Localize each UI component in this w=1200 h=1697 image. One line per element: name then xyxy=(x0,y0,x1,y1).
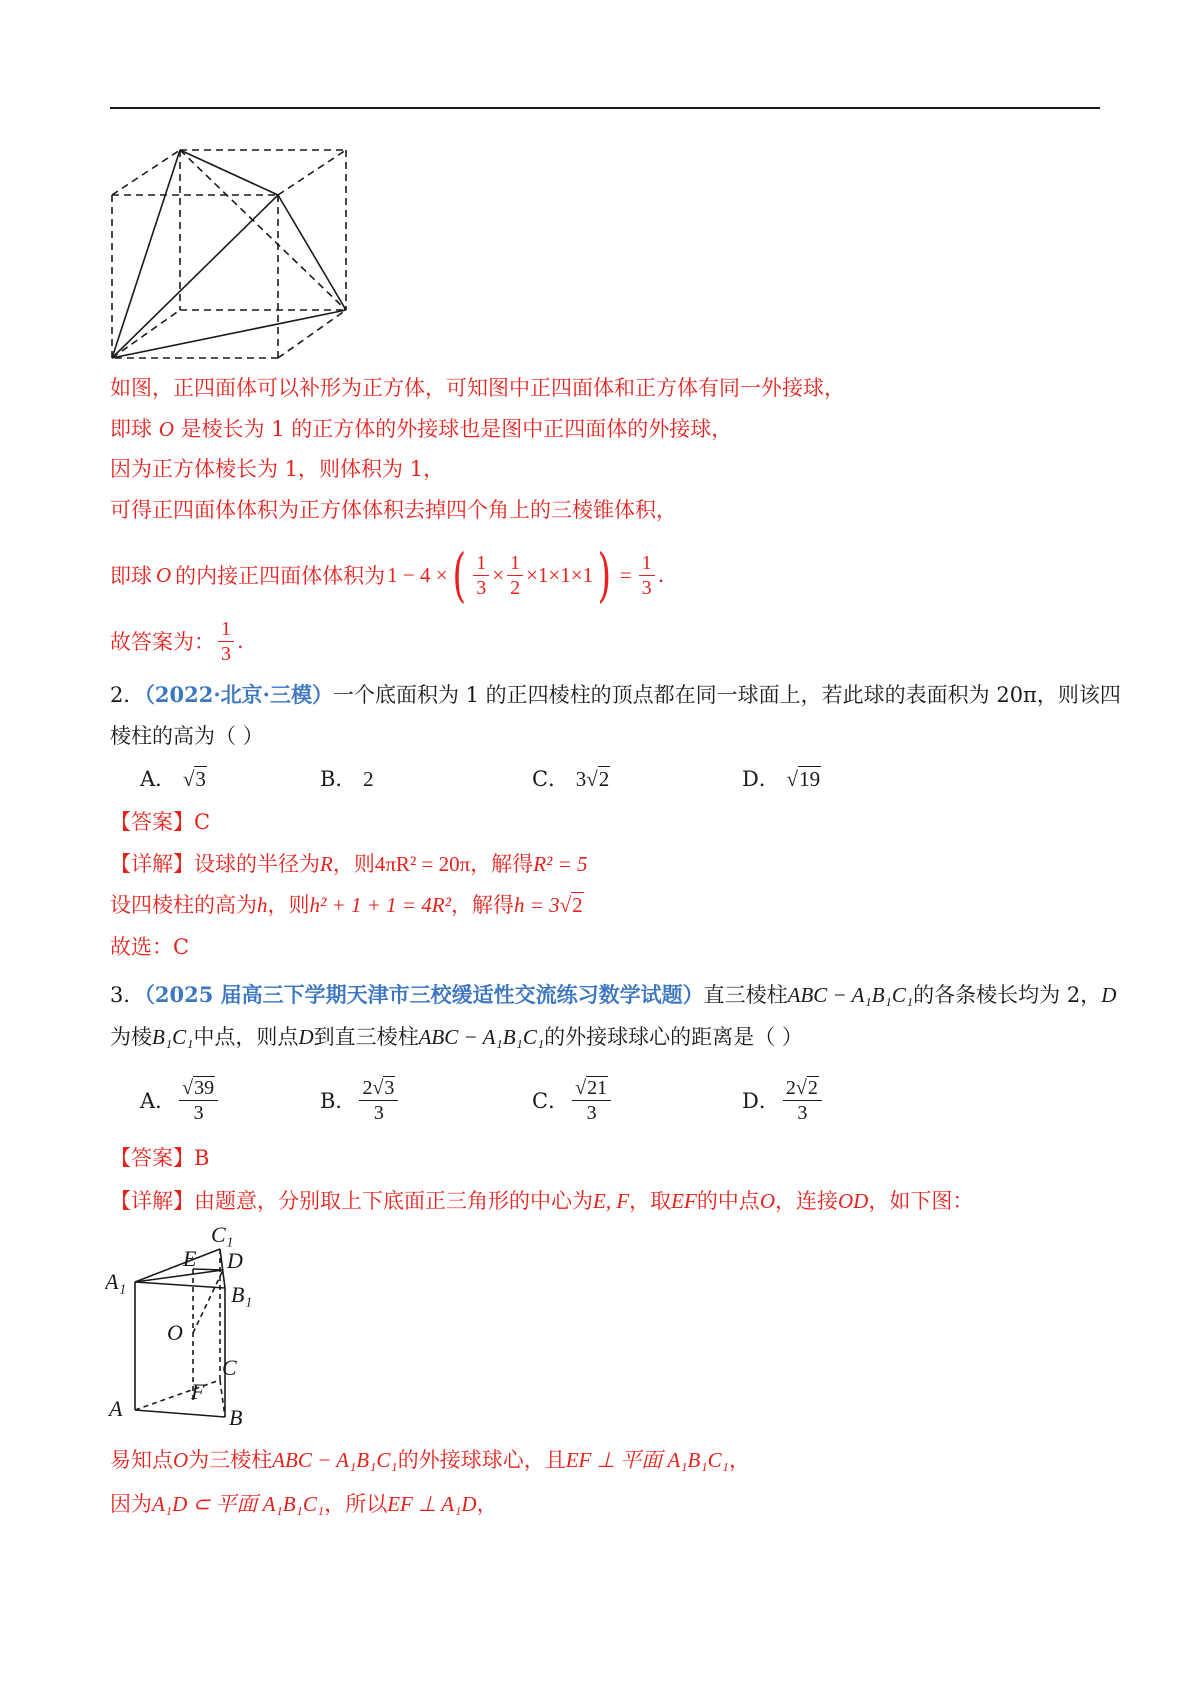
frac-third xyxy=(473,551,489,600)
sol1-expr-mid: × xyxy=(492,562,505,587)
right-paren: ) xyxy=(597,541,612,609)
left-paren: ( xyxy=(452,541,466,609)
sol1-line4: 可得正四面体体积为正方体体积去掉四个角上的三棱锥体积， xyxy=(110,498,677,522)
sol1-expr-eq: = xyxy=(619,562,632,587)
q3-stem1-b: 的各条棱长均为 2， xyxy=(913,983,1102,1007)
q3-option-b-coef: 2 xyxy=(362,1076,373,1099)
sol1-answer-den: 3 xyxy=(221,642,231,665)
q3-option-a-label: A． xyxy=(140,1089,177,1113)
q2-option-c-value: 3√2 xyxy=(575,767,610,791)
q3-stem2-a: 为棱 xyxy=(110,1025,152,1049)
q2-option-c-radicand: 2 xyxy=(598,767,610,791)
q3-stem1-a: 直三棱柱 xyxy=(703,983,788,1007)
q3-option-d-coef: 2 xyxy=(785,1076,796,1099)
q3-option-c-radicand: 21 xyxy=(587,1076,608,1099)
frac-third-den: 3 xyxy=(476,576,487,599)
sol1-line5 xyxy=(110,540,664,610)
sol1-answer xyxy=(110,612,244,670)
q3-after1-perp: EF ⊥ 平面 A₁B₁C₁ xyxy=(565,1448,729,1472)
frac-half-den: 2 xyxy=(510,576,521,599)
label-e: E xyxy=(183,1246,197,1271)
q3-stem-line1 xyxy=(110,980,1116,1010)
q3-stem2-prism: ABC − A₁B₁C₁ xyxy=(418,1025,545,1049)
q2-option-d[interactable] xyxy=(742,763,821,793)
q2-option-a-label: A． xyxy=(140,767,177,791)
q2-option-b[interactable] xyxy=(320,763,374,793)
q2-number: 2． xyxy=(110,683,145,707)
q2-option-d-value: √19 xyxy=(786,767,821,791)
q2-option-c-coef: 3 xyxy=(575,767,587,791)
q3-number: 3． xyxy=(110,983,145,1007)
q2-option-d-label: D． xyxy=(742,767,780,791)
q3-option-c[interactable] xyxy=(532,1070,614,1130)
q3-option-c-den: 3 xyxy=(586,1101,597,1124)
q3-stem2-b: 中点，则点 xyxy=(193,1025,299,1049)
q3-detail1-e: ，如下图： xyxy=(868,1189,974,1213)
sol1-answer-label: 故答案为： xyxy=(110,630,215,654)
q3-answer: 【答案】B xyxy=(110,1146,210,1170)
sol1-line2 xyxy=(110,414,732,444)
q2-option-d-radicand: 19 xyxy=(799,767,821,791)
q3-option-b-radicand: 3 xyxy=(384,1076,395,1099)
label-b1: B₁ xyxy=(231,1282,253,1307)
q3-after1-o: O xyxy=(173,1448,189,1472)
label-a1: A₁ xyxy=(105,1269,127,1294)
q2-stem-line2: 棱柱的高为（ ） xyxy=(110,724,264,748)
q3-after2-expr: A₁D ⊂ 平面 A₁B₁C₁ xyxy=(152,1492,325,1516)
q3-detail1-od: OD xyxy=(837,1189,869,1213)
q2-option-b-label: B． xyxy=(320,767,357,791)
frac-result-den: 3 xyxy=(641,576,652,599)
q3-detail1-ef2: EF xyxy=(671,1189,697,1213)
q3-option-d-num: 2√2 xyxy=(783,1076,822,1101)
sol1-expr-lead: 1 − 4 × xyxy=(387,562,448,587)
q2-option-c[interactable] xyxy=(532,763,610,793)
q2-detail-line2 xyxy=(110,890,584,920)
q3-option-a[interactable] xyxy=(140,1070,221,1130)
q3-option-a-num: √39 xyxy=(179,1076,218,1101)
q3-after-line1 xyxy=(110,1445,750,1475)
sol1-line5-o: O xyxy=(156,562,172,587)
q2-option-b-value: 2 xyxy=(363,767,374,791)
q2-choice: 故选：C xyxy=(110,935,190,959)
q2-detail2-b: ，则 xyxy=(267,893,310,917)
q2-stem1: 一个底面积为 1 的正四棱柱的顶点都在同一球面上，若此球的表面积为 20π，则该四 xyxy=(332,683,1121,707)
frac-result-num: 1 xyxy=(639,551,655,576)
q3-option-a-radicand: 39 xyxy=(194,1076,215,1099)
q3-stem2-c: 到直三棱柱 xyxy=(313,1025,419,1049)
q3-option-d[interactable] xyxy=(742,1070,825,1130)
q3-option-d-den: 3 xyxy=(797,1101,808,1124)
q3-after2-b: ，所以 xyxy=(324,1492,388,1516)
q3-detail1-b: ，取 xyxy=(629,1189,672,1213)
sol1-expr-tail: ×1×1×1 xyxy=(526,562,594,587)
sol1-line1: 如图，正四面体可以补形为正方体，可知图中正四面体和正方体有同一外接球， xyxy=(110,376,845,400)
q3-option-c-num: √21 xyxy=(572,1076,611,1101)
sol1-answer-frac xyxy=(218,617,234,666)
label-c: C xyxy=(222,1355,237,1380)
q3-option-b-num: 2√3 xyxy=(359,1076,398,1101)
label-d: D xyxy=(227,1248,243,1273)
q3-detail1-o: O xyxy=(759,1189,775,1213)
q2-detail1-b: ，则 xyxy=(332,852,375,876)
q3-detail-line1 xyxy=(110,1186,973,1216)
q2-option-a-radicand: 3 xyxy=(195,767,206,791)
q2-detail2-res-rad: √2 xyxy=(559,893,583,917)
q3-after1-a: 易知点 xyxy=(110,1448,173,1472)
frac-half-num: 1 xyxy=(507,551,523,576)
q2-detail2-eq: h² + 1 + 1 = 4R² xyxy=(309,893,451,917)
q2-detail1-res: R² = 5 xyxy=(533,852,588,876)
q3-source: （2025 届高三下学期天津市三校缓适性交流练习数学试题） xyxy=(144,982,704,1007)
q2-detail1-c: ，解得 xyxy=(470,852,534,876)
label-b: B xyxy=(229,1405,243,1425)
q3-stem2-d: D xyxy=(298,1025,314,1049)
q3-after2-c: ， xyxy=(476,1492,498,1516)
q3-option-c-label: C． xyxy=(532,1089,570,1113)
q3-detail1-c: 的中点 xyxy=(696,1189,760,1213)
q2-option-c-label: C． xyxy=(532,767,570,791)
sol1-line5-a: 即球 xyxy=(110,564,152,588)
q3-detail1-a: 由题意，分别取上下底面正三角形的中心为 xyxy=(194,1189,593,1213)
frac-result xyxy=(639,551,655,600)
label-c1: C₁ xyxy=(211,1225,234,1247)
sol1-line3: 因为正方体棱长为 1，则体积为 1， xyxy=(110,457,445,481)
cube-tetrahedron-figure xyxy=(100,140,360,370)
q2-option-a-value: √3 xyxy=(182,767,206,791)
q3-stem2-b1c1: B₁C₁ xyxy=(152,1025,194,1049)
q3-stem2-e: 的外接球球心的距离是（ ） xyxy=(544,1025,803,1049)
q3-after2-a: 因为 xyxy=(110,1492,152,1516)
q3-option-d-label: D． xyxy=(742,1089,780,1113)
q2-detail2-a: 设四棱柱的高为 xyxy=(110,893,257,917)
sol1-line5-b: 的内接正四面体体积为 xyxy=(175,564,386,588)
label-f: F xyxy=(191,1379,205,1404)
q3-stem1-d: D xyxy=(1101,983,1117,1007)
label-a: A xyxy=(109,1396,123,1421)
q2-answer: 【答案】C xyxy=(110,810,211,834)
label-o: O xyxy=(167,1320,183,1345)
q3-after2-expr2: EF ⊥ A₁D xyxy=(387,1492,477,1516)
q3-stem-line2 xyxy=(110,1022,803,1052)
q2-detail1: 设球的半径为 xyxy=(194,852,320,876)
q3-detail1-ef: E, F xyxy=(593,1189,630,1213)
q2-detail2-res-pre: h = 3 xyxy=(513,893,560,917)
frac-third-num: 1 xyxy=(473,551,489,576)
q3-option-b[interactable] xyxy=(320,1070,401,1130)
q3-option-d-radicand: 2 xyxy=(807,1076,818,1099)
q3-after1-d: ， xyxy=(728,1448,750,1472)
q2-detail1-eq: 4πR² = 20π xyxy=(374,852,471,876)
sol1-line2-o: O xyxy=(158,417,174,441)
q3-option-c-frac xyxy=(572,1076,611,1125)
q2-detail1-r: R xyxy=(320,852,333,876)
sol1-line2-b: 是棱长为 1 的正方体的外接球也是图中正四面体的外接球， xyxy=(180,417,733,441)
sol1-answer-num: 1 xyxy=(218,617,234,642)
sol1-answer-period: . xyxy=(237,629,244,653)
q3-detail1-d: ，连接 xyxy=(774,1189,838,1213)
header-rule xyxy=(110,107,1100,109)
sol1-line2-a: 即球 xyxy=(110,417,152,441)
q2-detail-label: 【详解】 xyxy=(110,852,194,876)
q3-after1-c: 的外接球球心，且 xyxy=(397,1448,566,1472)
q3-option-a-den: 3 xyxy=(193,1101,204,1124)
q3-after1-b: 为三棱柱 xyxy=(188,1448,273,1472)
q2-detail-line1 xyxy=(110,849,587,879)
q2-detail2-c: ，解得 xyxy=(450,893,514,917)
q2-stem-line1 xyxy=(110,680,1121,710)
q2-source: （2022·北京·三模） xyxy=(144,682,333,707)
q3-option-d-frac xyxy=(783,1076,822,1125)
q3-option-b-label: B． xyxy=(320,1089,357,1113)
q2-option-a[interactable] xyxy=(140,763,207,793)
q3-option-b-den: 3 xyxy=(373,1101,384,1124)
q3-after1-prism: ABC − A₁B₁C₁ xyxy=(272,1448,398,1472)
q3-after-line2 xyxy=(110,1489,498,1519)
prism-figure xyxy=(105,1225,305,1425)
q3-prism: ABC − A₁B₁C₁ xyxy=(787,983,914,1007)
frac-half xyxy=(507,551,523,600)
q3-option-a-frac xyxy=(179,1076,218,1125)
q2-detail2-h: h xyxy=(257,893,268,917)
sol1-period: . xyxy=(657,563,665,587)
q3-detail-label: 【详解】 xyxy=(110,1189,194,1213)
q2-detail2-radicand: 2 xyxy=(572,893,583,917)
q3-option-b-frac xyxy=(359,1076,398,1125)
